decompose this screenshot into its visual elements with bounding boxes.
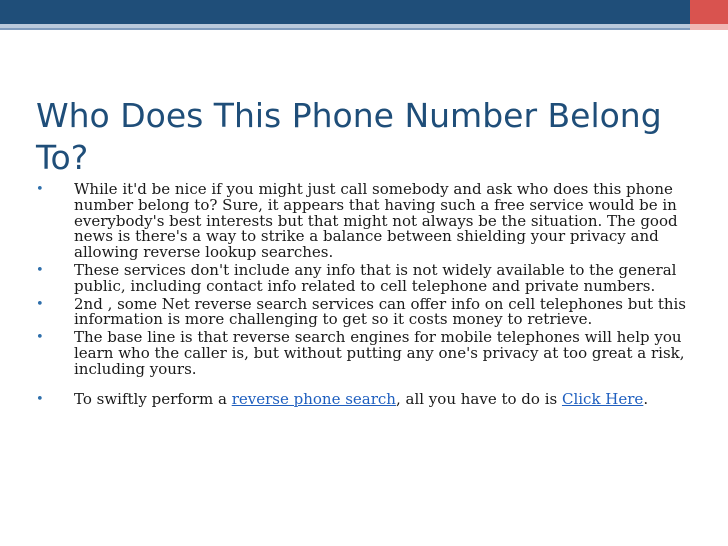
bullet-text: While it'd be nice if you might just call somebody and ask who does this phone number belong to? Sure, it appears that having such a free service would be in everybody's best interests but that might not always be the situation. The good news is there's a way to strike a balance between shielding your privacy and allowing reverse lookup searches. bbox=[74, 180, 678, 262]
bullet-list bbox=[36, 182, 686, 409]
bullet-icon: • bbox=[36, 262, 44, 278]
bullet-item bbox=[36, 260, 686, 295]
click-here-link[interactable]: Click Here bbox=[561, 389, 644, 408]
header-accent-light bbox=[690, 24, 728, 30]
header-band bbox=[0, 0, 728, 24]
bullet-text: The base line is that reverse search engines for mobile telephones will help you learn who the caller is, but without putting any one's privacy at too great a risk, including yours. bbox=[74, 328, 685, 378]
bullet-icon: • bbox=[36, 182, 44, 197]
bullet-text: These services don't include any info that is not widely available to the general public, including contact info related to cell telephone and private numbers. bbox=[74, 260, 677, 295]
header-accent bbox=[690, 0, 728, 24]
reverse-phone-search-link[interactable]: reverse phone search bbox=[231, 389, 396, 408]
bullet-item bbox=[36, 182, 686, 261]
bullet-text: 2nd , some Net reverse search services can offer info on cell telephones but this information is more challenging to get so it costs money to retrieve. bbox=[74, 294, 686, 329]
cta-prefix: To swiftly perform a bbox=[74, 389, 232, 408]
header-stripe-mid bbox=[0, 28, 728, 30]
cta-suffix: . bbox=[643, 389, 649, 408]
bullet-icon: • bbox=[36, 391, 44, 407]
bullet-icon: • bbox=[36, 296, 44, 312]
cta-middle: , all you have to do is bbox=[395, 389, 562, 408]
bullet-item bbox=[36, 294, 686, 329]
bullet-item bbox=[36, 330, 686, 377]
bullet-icon: • bbox=[36, 330, 44, 346]
bullet-item-cta bbox=[36, 389, 686, 408]
slide-title: Who Does This Phone Number Belong To? bbox=[36, 96, 662, 177]
